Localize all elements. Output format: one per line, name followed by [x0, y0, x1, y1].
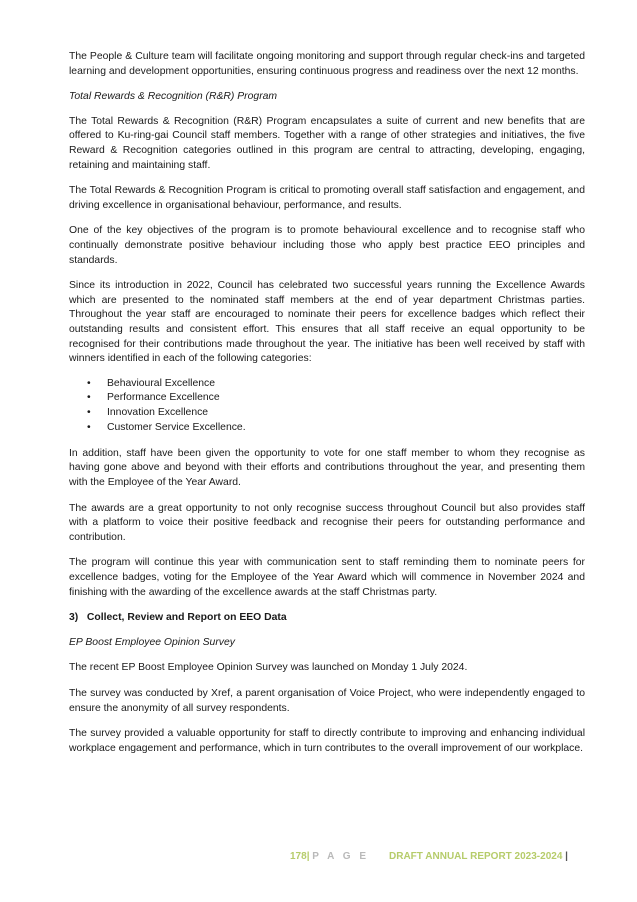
page-number-label	[290, 851, 369, 862]
page-footer	[0, 851, 637, 867]
report-title-label	[389, 851, 568, 862]
paragraph-awards-opportunity: The awards are a great opportunity to not only recognise success throughout Council but also provides staff with a platform to voice their positive feedback and recognise their peers for outstanding performance and contribution.	[69, 502, 585, 543]
paragraph-rr-intro: The Total Rewards & Recognition (R&R) Program encapsulates a suite of current and new benefits that are offered to Ku-ring-gai Council staff members. Together with a range of other strategies and initiatives, the five Reward & Recognition categories outlined in this program are central to attracting, developing, engaging, retaining and maintaining staff.	[69, 115, 585, 171]
heading-rr-program: Total Rewards & Recognition (R&R) Program	[69, 91, 278, 103]
page-body	[69, 50, 585, 756]
award-category-list	[69, 377, 585, 436]
list-item: • Behavioural Excellence	[69, 377, 585, 392]
list-item: • Performance Excellence	[69, 391, 585, 406]
paragraph-monitoring: The People & Culture team will facilitate ongoing monitoring and support through regular check-ins and targeted learning and development opportunities, ensuring continuous progress and readiness over the next 12 months.	[69, 51, 585, 77]
paragraph-program-continue: The program will continue this year with communication sent to staff reminding them to nominate peers for excellence badges, voting for the Employee of the Year Award which will commence in November 2024 and finishing with the awarding of the excellence awards at the staff Christmas party.	[69, 557, 585, 598]
paragraph-excellence-awards: Since its introduction in 2022, Council has celebrated two successful years running the Excellence Awards which are presented to the nominated staff members at the end of year department Christmas parties. Throughout the year staff are encouraged to nominate their peers for excellence badges which reflect their outstanding results and consistent effort. This ensures that all staff receive an equal opportunity to be recognised for their contributions made throughout the year. The initiative has been well received by staff with winners identified in each of the following categories:	[69, 280, 585, 365]
report-title: DRAFT ANNUAL REPORT 2023-2024	[389, 851, 563, 862]
page-number: 178	[290, 851, 307, 862]
paragraph-survey-xref: The survey was conducted by Xref, a parent organisation of Voice Project, who were independently engaged to ensure the anonymity of all survey respondents.	[69, 688, 585, 714]
paragraph-rr-critical: The Total Rewards & Recognition Program is critical to promoting overall staff satisfaction and engagement, and driving excellence in organisational behaviour, performance, and results.	[69, 185, 585, 211]
footer-separator: |	[306, 851, 310, 862]
paragraph-employee-of-year: In addition, staff have been given the opportunity to vote for one staff member to whom they recognise as having gone above and beyond with their efforts and contributions throughout the year, and presenting them with the Employee of the Year Award.	[69, 447, 585, 489]
list-item: • Customer Service Excellence.	[69, 421, 585, 436]
list-item: • Innovation Excellence	[69, 406, 585, 421]
paragraph-survey-launch: The recent EP Boost Employee Opinion Survey was launched on Monday 1 July 2024.	[69, 662, 468, 674]
paragraph-rr-objectives: One of the key objectives of the program is to promote behavioural excellence and to recognise staff who continually demonstrate positive behaviour including those who apply best practice EEO principles and standards.	[69, 225, 585, 266]
heading-eeo-data: 3) Collect, Review and Report on EEO Data	[69, 612, 287, 624]
footer-end-separator: |	[565, 851, 568, 862]
paragraph-survey-value: The survey provided a valuable opportunity for staff to directly contribute to improving and enhancing individual workplace engagement and performance, which in turn contributes to the overall improvement of our workplace.	[69, 728, 585, 754]
heading-ep-boost-survey: EP Boost Employee Opinion Survey	[69, 636, 235, 648]
page-word: P A G E	[312, 851, 370, 862]
